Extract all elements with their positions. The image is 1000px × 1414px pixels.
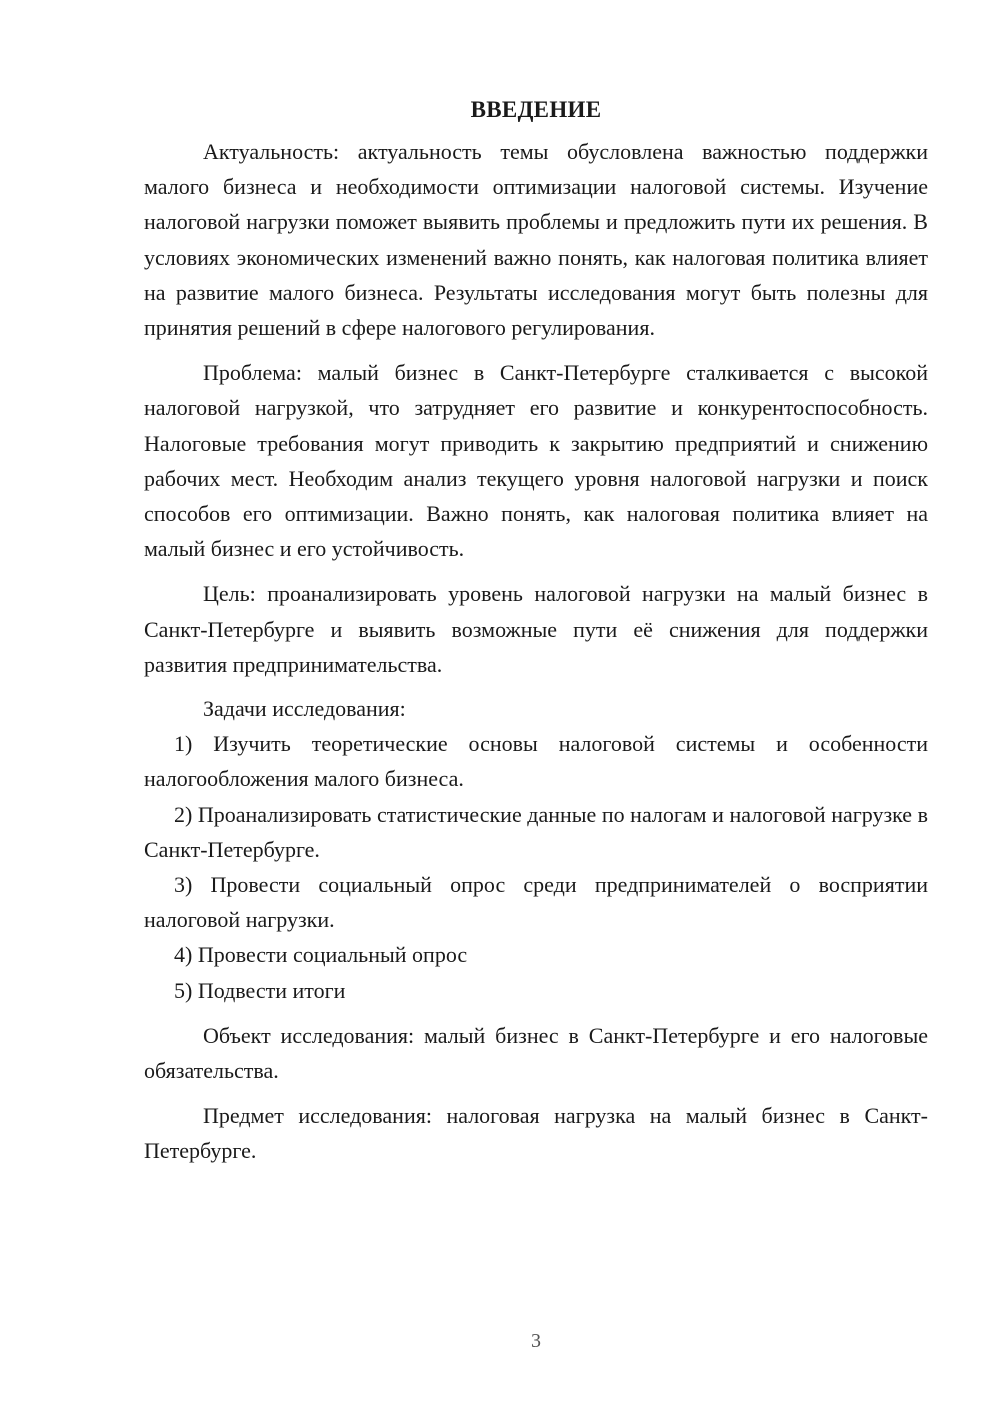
- object-paragraph: Объект исследования: малый бизнес в Санкт-Петербурге и его налоговые обязательства.: [144, 1022, 928, 1084]
- goal-paragraph: Цель: проанализировать уровень налоговой нагрузки на малый бизнес в Санкт-Петербурге и выявить возможные пути её снижения для поддержки развития предпринимательства.: [144, 581, 928, 677]
- list-item: 4) Провести социальный опрос: [174, 942, 468, 968]
- list-item: 3) Провести социальный опрос среди предпринимателей о восприятии налоговой нагрузки.: [144, 872, 928, 933]
- problem-paragraph: Проблема: малый бизнес в Санкт-Петербурге сталкивается с высокой налоговой нагрузкой, что затрудняет его развитие и конкурентоспособность. Налоговые требования могут приводить к закрытию предприятий и снижению рабочих мест. Необходим анализ текущего уровня налоговой нагрузки и поиск способов его оптимизации. Важно понять, как налоговая политика влияет на малый бизнес и его устойчивость.: [144, 360, 928, 562]
- tasks-heading: Задачи исследования:: [203, 696, 406, 722]
- relevance-paragraph: Актуальность: актуальность темы обусловлена важностью поддержки малого бизнеса и необходимости оптимизации налоговой системы. Изучение налоговой нагрузки поможет выявить проблемы и предложить пути их решения. В условиях экономических изменений важно понять, как налоговая политика влияет на развитие малого бизнеса. Результаты исследования могут быть полезны для принятия решений в сфере налогового регулирования.: [144, 139, 928, 341]
- page-number: 3: [531, 1330, 541, 1352]
- page-title: ВВЕДЕНИЕ: [470, 97, 602, 122]
- subject-paragraph: Предмет исследования: налоговая нагрузка на малый бизнес в Санкт-Петербурге.: [144, 1103, 928, 1164]
- list-item: 5) Подвести итоги: [174, 977, 346, 1003]
- list-item: 2) Проанализировать статистические данные по налогам и налоговой нагрузке в Санкт-Петербурге.: [144, 801, 928, 862]
- tasks-list: [144, 726, 928, 1008]
- list-item: 1) Изучить теоретические основы налоговой системы и особенности налогообложения малого бизнеса.: [144, 731, 928, 792]
- document-page: [144, 92, 928, 1169]
